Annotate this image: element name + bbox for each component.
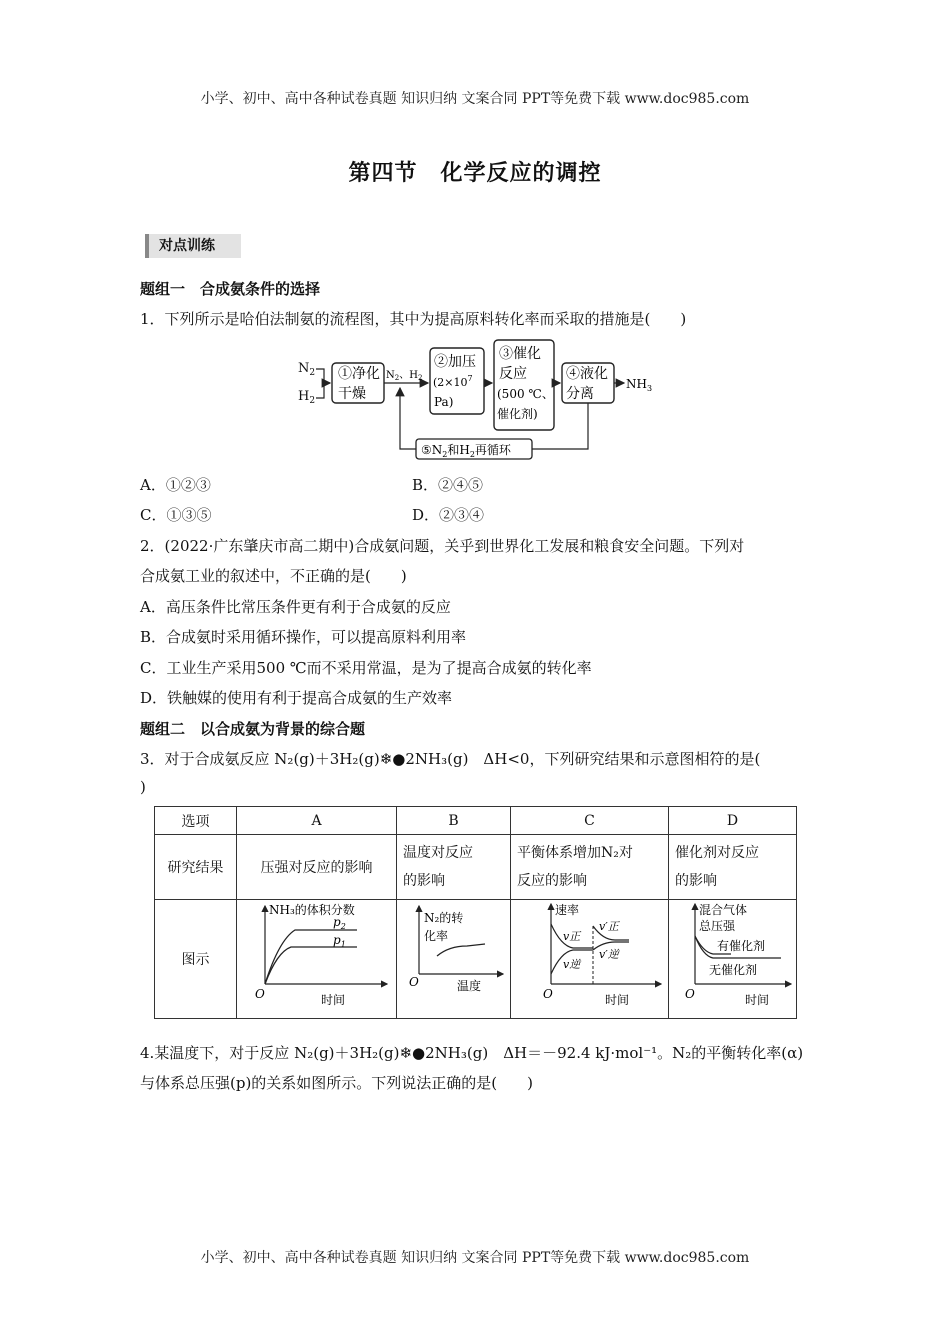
group-1-heading: 题组一 合成氨条件的选择 xyxy=(140,280,321,298)
chart-a-xlabel: 时间 xyxy=(321,993,346,1007)
chart-d-ylabel-1: 混合气体 xyxy=(699,903,748,917)
q3-result-c: 平衡体系增加N₂对 反应的影响 xyxy=(511,835,669,900)
chart-b-ylabel-2: 化率 xyxy=(424,929,449,943)
q3-line-1: 3．对于合成氨反应 N₂(g)＋3H₂(g)❄●2NH₃(g) ΔH<0，下列研究结果和示意图相符的是( xyxy=(140,750,761,768)
chart-c-vf2: v′正 xyxy=(599,920,619,933)
chart-a-label-p2: $p_2$ xyxy=(333,915,346,931)
q1-stem: 1．下列所示是哈伯法制氨的流程图，其中为提高原料转化率而采取的措施是( ) xyxy=(140,310,687,328)
q1-option-a: A．①②③ xyxy=(140,476,211,494)
chart-a-origin: O xyxy=(255,987,265,1001)
q3-result-b: 温度对反应 的影响 xyxy=(397,835,511,900)
group-2-heading: 题组二 以合成氨为背景的综合题 xyxy=(140,720,366,738)
chart-c-ylabel: 速率 xyxy=(555,903,580,917)
q3-row-result-label: 研究结果 xyxy=(155,835,237,900)
q3-chart-c-cell xyxy=(511,900,669,1019)
page-header: 小学、初中、高中各种试卷真题 知识归纳 文案合同 PPT等免费下载 www.doc985.com xyxy=(200,91,750,107)
chart-b-origin: O xyxy=(409,975,419,989)
chart-b-ylabel-1: N₂的转 xyxy=(424,911,464,925)
section-tag-label: 对点训练 xyxy=(159,238,215,254)
chart-d-nocat-label: 无催化剂 xyxy=(709,963,758,977)
flow-box3-l1: ③催化 xyxy=(499,346,541,362)
flow-mid-label: $N_2$、$H_2$ xyxy=(386,370,423,382)
q3-chart-b-cell xyxy=(397,900,511,1019)
q2-option-d: D．铁触媒的使用有利于提高合成氨的生产效率 xyxy=(140,689,453,707)
chart-c-origin: O xyxy=(543,987,553,1001)
flow-box4-l2: 分离 xyxy=(566,386,594,402)
chart-c-vr2: v′逆 xyxy=(599,948,619,961)
q4-line-1: 4.某温度下，对于反应 N₂(g)＋3H₂(g)❄●2NH₃(g) ΔH＝－92.4 kJ·mol⁻¹。N₂的平衡转化率(α) xyxy=(140,1044,804,1062)
q2-line-2: 合成氨工业的叙述中，不正确的是( ) xyxy=(140,567,407,585)
q2-line-1: 2．(2022·广东肇庆市高二期中)合成氨问题，关乎到世界化工发展和粮食安全问题。下列对 xyxy=(140,537,745,555)
flow-box3-l3: (500 ℃、 xyxy=(497,387,554,401)
q3-th-a: A xyxy=(237,807,397,835)
section-tag xyxy=(145,234,241,258)
flow-box1-l1: ①净化 xyxy=(338,366,380,382)
haber-flow-diagram xyxy=(290,336,670,462)
flow-box3-l2: 反应 xyxy=(499,366,527,382)
flow-box2-l2: ($2\times 10^7$ xyxy=(433,374,473,389)
q4-line-2: 与体系总压强(p)的关系如图所示。下列说法正确的是( ) xyxy=(140,1074,534,1092)
chart-d-xlabel: 时间 xyxy=(745,993,770,1007)
chart-b-xlabel: 温度 xyxy=(457,979,482,993)
q3-th-d: D xyxy=(669,807,797,835)
chart-c-vf: v正 xyxy=(563,930,581,943)
chart-c-xlabel: 时间 xyxy=(605,993,630,1007)
q3-chart-a xyxy=(237,900,396,1014)
q3-th-c: C xyxy=(511,807,669,835)
q2-option-a: A．高压条件比常压条件更有利于合成氨的反应 xyxy=(140,598,451,616)
q2-option-b: B．合成氨时采用循环操作，可以提高原料利用率 xyxy=(140,628,467,646)
flow-box1-l2: 干燥 xyxy=(338,386,366,402)
q3-chart-d-cell xyxy=(669,900,797,1019)
q3-result-a: 压强对反应的影响 xyxy=(237,835,397,900)
flow-in-h2: $H_2$ xyxy=(298,389,316,406)
page-title: 第四节 化学反应的调控 xyxy=(348,161,602,186)
q3-chart-c xyxy=(511,900,668,1014)
chart-a-ylabel: NH₃的体积分数 xyxy=(269,903,355,917)
chart-a-curve-p1 xyxy=(265,947,357,984)
q3-line-2: ) xyxy=(140,778,146,796)
q2-option-c: C．工业生产采用500 ℃而不采用常温，是为了提高合成氨的转化率 xyxy=(140,659,592,677)
chart-d-cat-label: 有催化剂 xyxy=(717,939,766,953)
chart-a-label-p1: $p_1$ xyxy=(333,933,346,949)
page-footer: 小学、初中、高中各种试卷真题 知识归纳 文案合同 PPT等免费下载 www.doc985.com xyxy=(200,1250,750,1266)
flow-box2-l3: Pa) xyxy=(434,395,454,409)
q1-option-d: D．②③④ xyxy=(412,506,485,524)
q3-table xyxy=(154,806,797,1019)
q3-result-d: 催化剂对反应 的影响 xyxy=(669,835,797,900)
q1-option-c: C．①③⑤ xyxy=(140,506,212,524)
q3-chart-a-cell xyxy=(237,900,397,1019)
flow-box4-l1: ④液化 xyxy=(566,366,608,382)
flow-recycle-label: $⑤N_2$和$H_2$再循环 xyxy=(421,443,511,459)
q1-option-b: B．②④⑤ xyxy=(412,476,484,494)
chart-c-vr: v逆 xyxy=(563,958,581,971)
flow-out-nh3: $NH_3$ xyxy=(626,377,653,393)
q3-th-option: 选项 xyxy=(155,807,237,835)
q3-chart-b xyxy=(397,900,510,1014)
flow-in-n2: $N_2$ xyxy=(298,361,316,378)
chart-d-origin: O xyxy=(685,987,695,1001)
q3-chart-d xyxy=(669,900,796,1014)
q3-th-b: B xyxy=(397,807,511,835)
flow-box3-l4: 催化剂) xyxy=(497,407,538,421)
q3-row-chart-label: 图示 xyxy=(155,900,237,1019)
chart-d-ylabel-2: 总压强 xyxy=(699,919,736,933)
chart-b-curve xyxy=(437,944,485,956)
flow-box2-l1: ②加压 xyxy=(434,354,476,370)
